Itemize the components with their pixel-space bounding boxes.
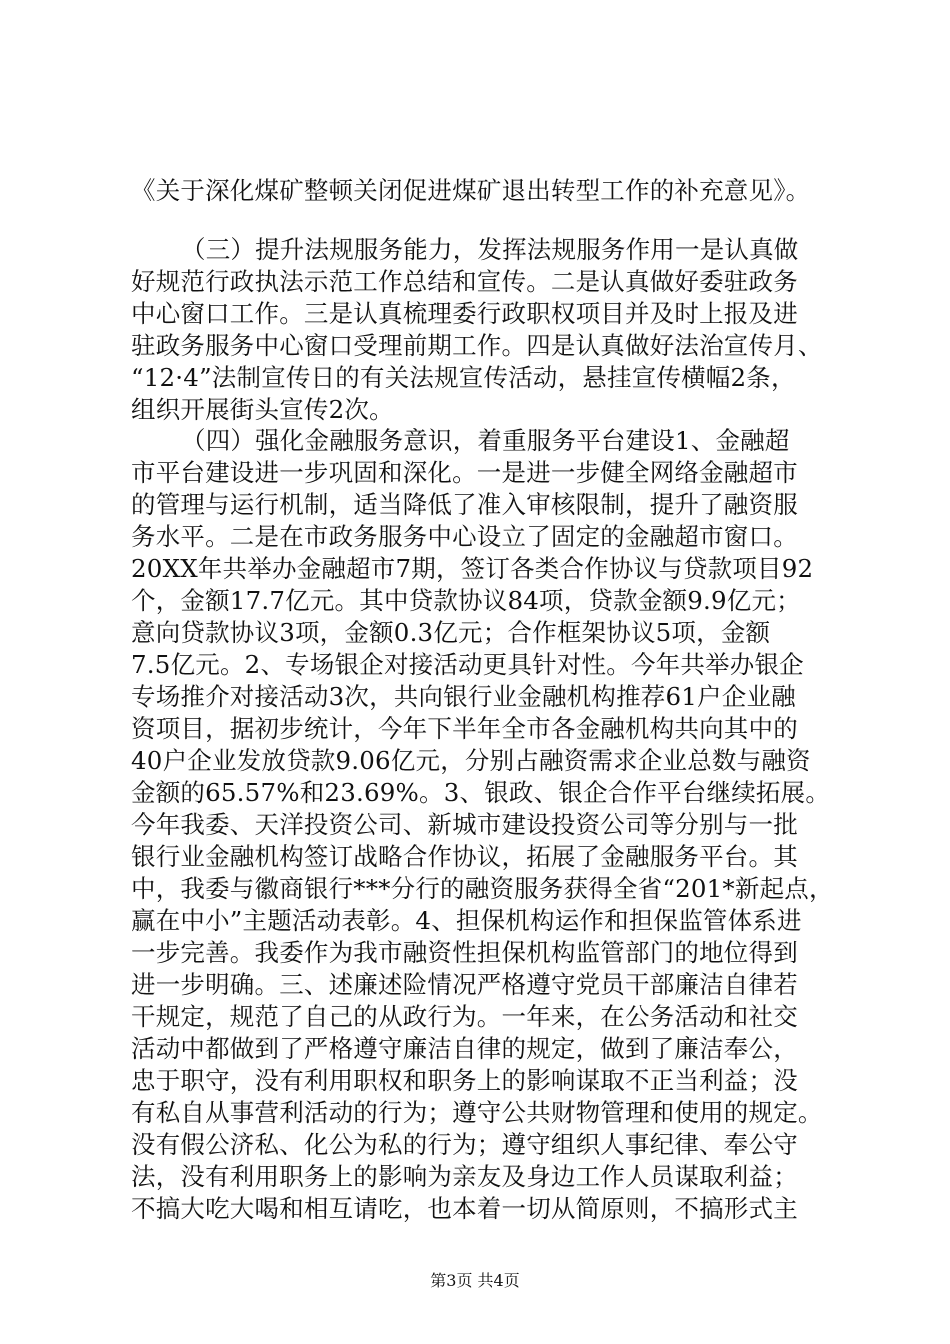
text-line: 7.5亿元。2、专场银企对接活动更具针对性。今年共举办银企 bbox=[131, 650, 804, 679]
text-line: 中心窗口工作。三是认真梳理委行政职权项目并及时上报及进 bbox=[131, 299, 798, 328]
text-line: 干规定，规范了自己的从政行为。一年来，在公务活动和社交 bbox=[131, 1002, 798, 1031]
text-line: 专场推介对接活动3次，共向银行业金融机构推荐61户企业融 bbox=[131, 682, 796, 711]
text-line: （四）强化金融服务意识，着重服务平台建设1、金融超 bbox=[181, 426, 790, 455]
text-line: 好规范行政执法示范工作总结和宣传。二是认真做好委驻政务 bbox=[131, 267, 798, 296]
text-line: 个，金额17.7亿元。其中贷款协议84项，贷款金额9.9亿元； bbox=[131, 586, 801, 615]
text-line: 务水平。二是在市政务服务中心设立了固定的金融超市窗口。 bbox=[131, 522, 798, 551]
text-line: 没有假公济私、化公为私的行为；遵守组织人事纪律、奉公守 bbox=[131, 1130, 798, 1159]
text-line: 进一步明确。三、述廉述险情况严格遵守党员干部廉洁自律若 bbox=[131, 970, 798, 999]
text-line: 资项目，据初步统计，今年下半年全市各金融机构共向其中的 bbox=[131, 714, 798, 743]
text-line: 今年我委、天洋投资公司、新城市建设投资公司等分别与一批 bbox=[131, 810, 798, 839]
text-line: 金额的65.57%和23.69%。3、银政、银企合作平台继续拓展。 bbox=[131, 778, 831, 807]
text-line: 驻政务服务中心窗口受理前期工作。四是认真做好法治宣传月、 bbox=[131, 331, 823, 360]
text-line: 银行业金融机构签订战略合作协议，拓展了金融服务平台。其 bbox=[131, 842, 798, 871]
text-line: 40户企业发放贷款9.06亿元，分别占融资需求企业总数与融资 bbox=[131, 746, 811, 775]
text-line: 忠于职守，没有利用职权和职务上的影响谋取不正当利益；没 bbox=[131, 1066, 798, 1095]
page-number-footer: 第3页 共4页 bbox=[430, 1271, 520, 1290]
text-line: 有私自从事营利活动的行为；遵守公共财物管理和使用的规定。 bbox=[131, 1098, 823, 1127]
text-line: 市平台建设进一步巩固和深化。一是进一步健全网络金融超市 bbox=[131, 458, 798, 487]
text-line: 一步完善。我委作为我市融资性担保机构监管部门的地位得到 bbox=[131, 938, 798, 967]
text-line: “12·4”法制宣传日的有关法规宣传活动，悬挂宣传横幅2条， bbox=[131, 363, 796, 392]
text-line: 中，我委与徽商银行***分行的融资服务获得全省“201*新起点， bbox=[131, 874, 834, 903]
text-line: 20XX年共举办金融超市7期，签订各类合作协议与贷款项目92 bbox=[131, 554, 814, 583]
text-line: 《关于深化煤矿整顿关闭促进煤矿退出转型工作的补充意见》。 bbox=[131, 176, 811, 205]
text-line: 活动中都做到了严格遵守廉洁自律的规定，做到了廉洁奉公， bbox=[131, 1034, 798, 1063]
text-line: 意向贷款协议3项，金额0.3亿元；合作框架协议5项，金额 bbox=[131, 618, 771, 647]
text-line: 的管理与运行机制，适当降低了准入审核限制，提升了融资服 bbox=[131, 490, 798, 519]
text-line: 组织开展街头宣传2次。 bbox=[131, 395, 394, 424]
text-line: 法，没有利用职务上的影响为亲友及身边工作人员谋取利益； bbox=[131, 1162, 798, 1191]
text-line: 不搞大吃大喝和相互请吃，也本着一切从简原则，不搞形式主 bbox=[131, 1194, 798, 1223]
text-line: （三）提升法规服务能力，发挥法规服务作用一是认真做 bbox=[181, 235, 799, 264]
text-line: 赢在中小”主题活动表彰。4、担保机构运作和担保监管体系进 bbox=[131, 906, 802, 935]
